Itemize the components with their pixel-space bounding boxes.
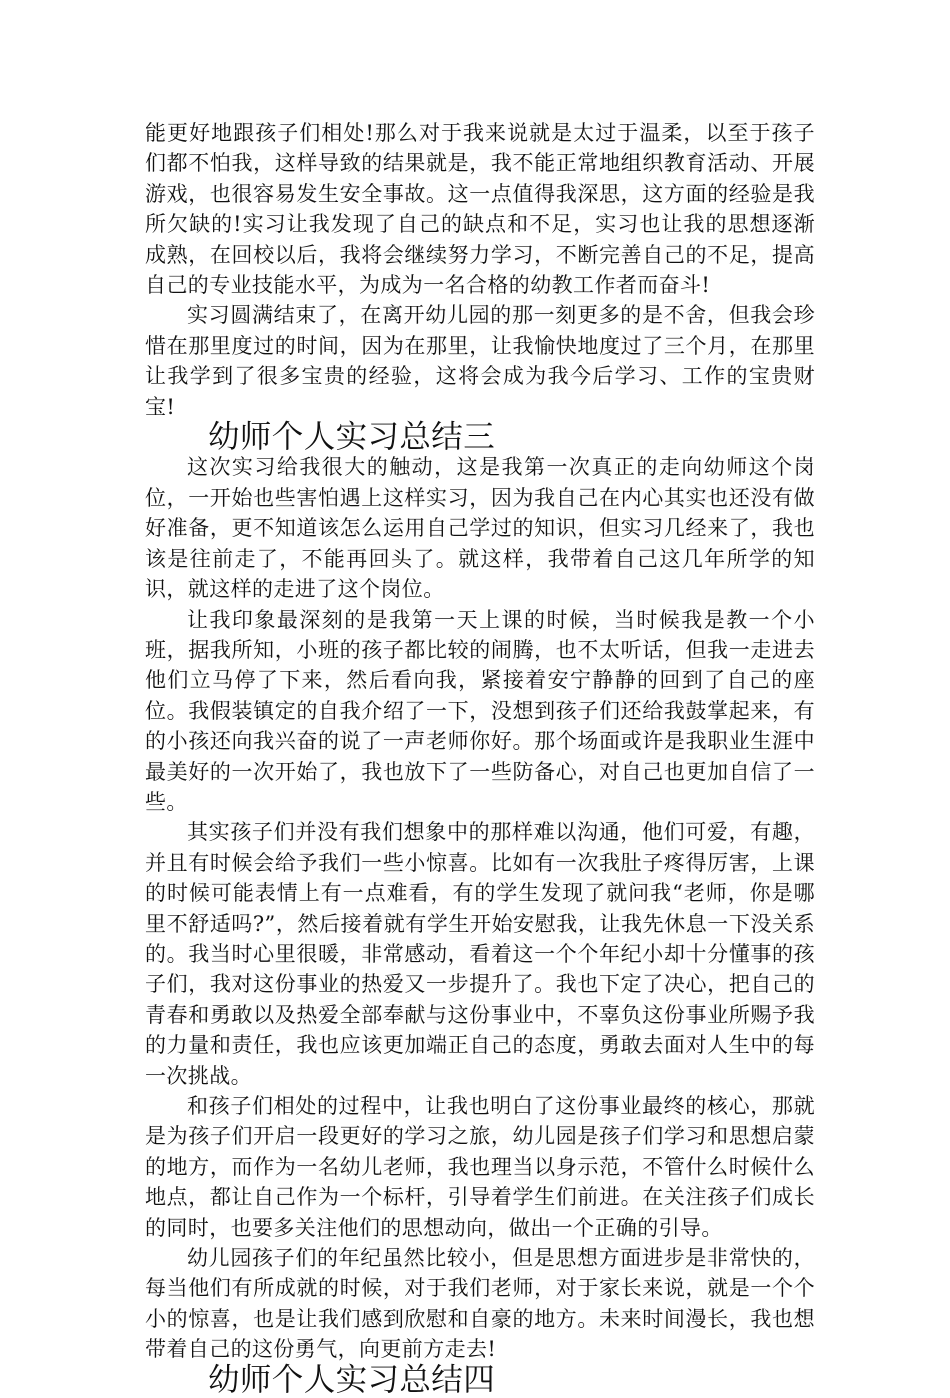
paragraph-core-mission: 和孩子们相处的过程中，让我也明白了这份事业最终的核心，那就是为孩子们开启一段更好的学习之旅，幼儿园是孩子们学习和思想启蒙的地方，而作为一名幼儿老师，我也理当以身示范，不管什么时候什么地点，都让自己作为一个标杆，引导着学生们前进。在关注孩子们成长的同时，也要多关注他们的思想动向，做出一个正确的引导。 bbox=[145, 1094, 815, 1240]
paragraph-children-surprise: 其实孩子们并没有我们想象中的那样难以沟通，他们可爱，有趣，并且有时候会给予我们一些小惊喜。比如有一次我肚子疼得厉害，上课的时候可能表情上有一点难看，有的学生发现了就问我“老师，你是哪里不舒适吗?”，然后接着就有学生开始安慰我，让我先休息一下没关系的。我当时心里很暖，非常感动，看着这一个个年纪小却十分懂事的孩子们，我对这份事业的热爱又一步提升了。我也下定了决心，把自己的青春和勇敢以及热爱全部奉献与这份事业中，不辜负这份事业所赐予我的力量和责任，我也应该更加端正自己的态度，勇敢去面对人生中的每一次挑战。 bbox=[145, 820, 815, 1088]
section-heading-three: 幼师个人实习总结三 bbox=[208, 419, 496, 456]
paragraph-continued: 能更好地跟孩子们相处!那么对于我来说就是太过于温柔，以至于孩子们都不怕我，这样导致的结果就是，我不能正常地组织教育活动、开展游戏，也很容易发生安全事故。这一点值得我深思，这方面的经验是我所欠缺的!实习让我发现了自己的缺点和不足，实习也让我的思想逐渐成熟，在回校以后，我将会继续努力学习，不断完善自己的不足，提高自己的专业技能水平，为成为一名合格的幼教工作者而奋斗! bbox=[145, 121, 815, 298]
section-heading-four: 幼师个人实习总结四 bbox=[208, 1361, 496, 1398]
paragraph-internship-end: 实习圆满结束了，在离开幼儿园的那一刻更多的是不舍，但我会珍惜在那里度过的时间，因为在那里，让我愉快地度过了三个月，在那里让我学到了很多宝贵的经验，这将会成为我今后学习、工作的宝贵财宝! bbox=[145, 303, 815, 419]
paragraph-future: 幼儿园孩子们的年纪虽然比较小，但是思想方面进步是非常快的，每当他们有所成就的时候，对于我们老师，对于家长来说，就是一个个小的惊喜，也是让我们感到欣慰和自豪的地方。未来时间漫长，我也想带着自己的这份勇气，向更前方走去! bbox=[145, 1246, 815, 1362]
document-page bbox=[145, 118, 815, 1398]
paragraph-first-class: 让我印象最深刻的是我第一天上课的时候，当时候我是教一个小班，据我所知，小班的孩子都比较的闹腾，也不太听话，但我一走进去他们立马停了下来，然后看向我，紧接着安宁静静的回到了自己的座位。我假装镇定的自我介绍了一下，没想到孩子们还给我鼓掌起来，有的小孩还向我兴奋的说了一声老师你好。那个场面或许是我职业生涯中最美好的一次开始了，我也放下了一些防备心，对自己也更加自信了一些。 bbox=[145, 607, 815, 814]
paragraph-first-experience: 这次实习给我很大的触动，这是我第一次真正的走向幼师这个岗位，一开始也些害怕遇上这样实习，因为我自己在内心其实也还没有做好准备，更不知道该怎么运用自己学过的知识，但实习几经来了，我也该是往前走了，不能再回头了。就这样，我带着自己这几年所学的知识，就这样的走进了这个岗位。 bbox=[145, 455, 815, 602]
